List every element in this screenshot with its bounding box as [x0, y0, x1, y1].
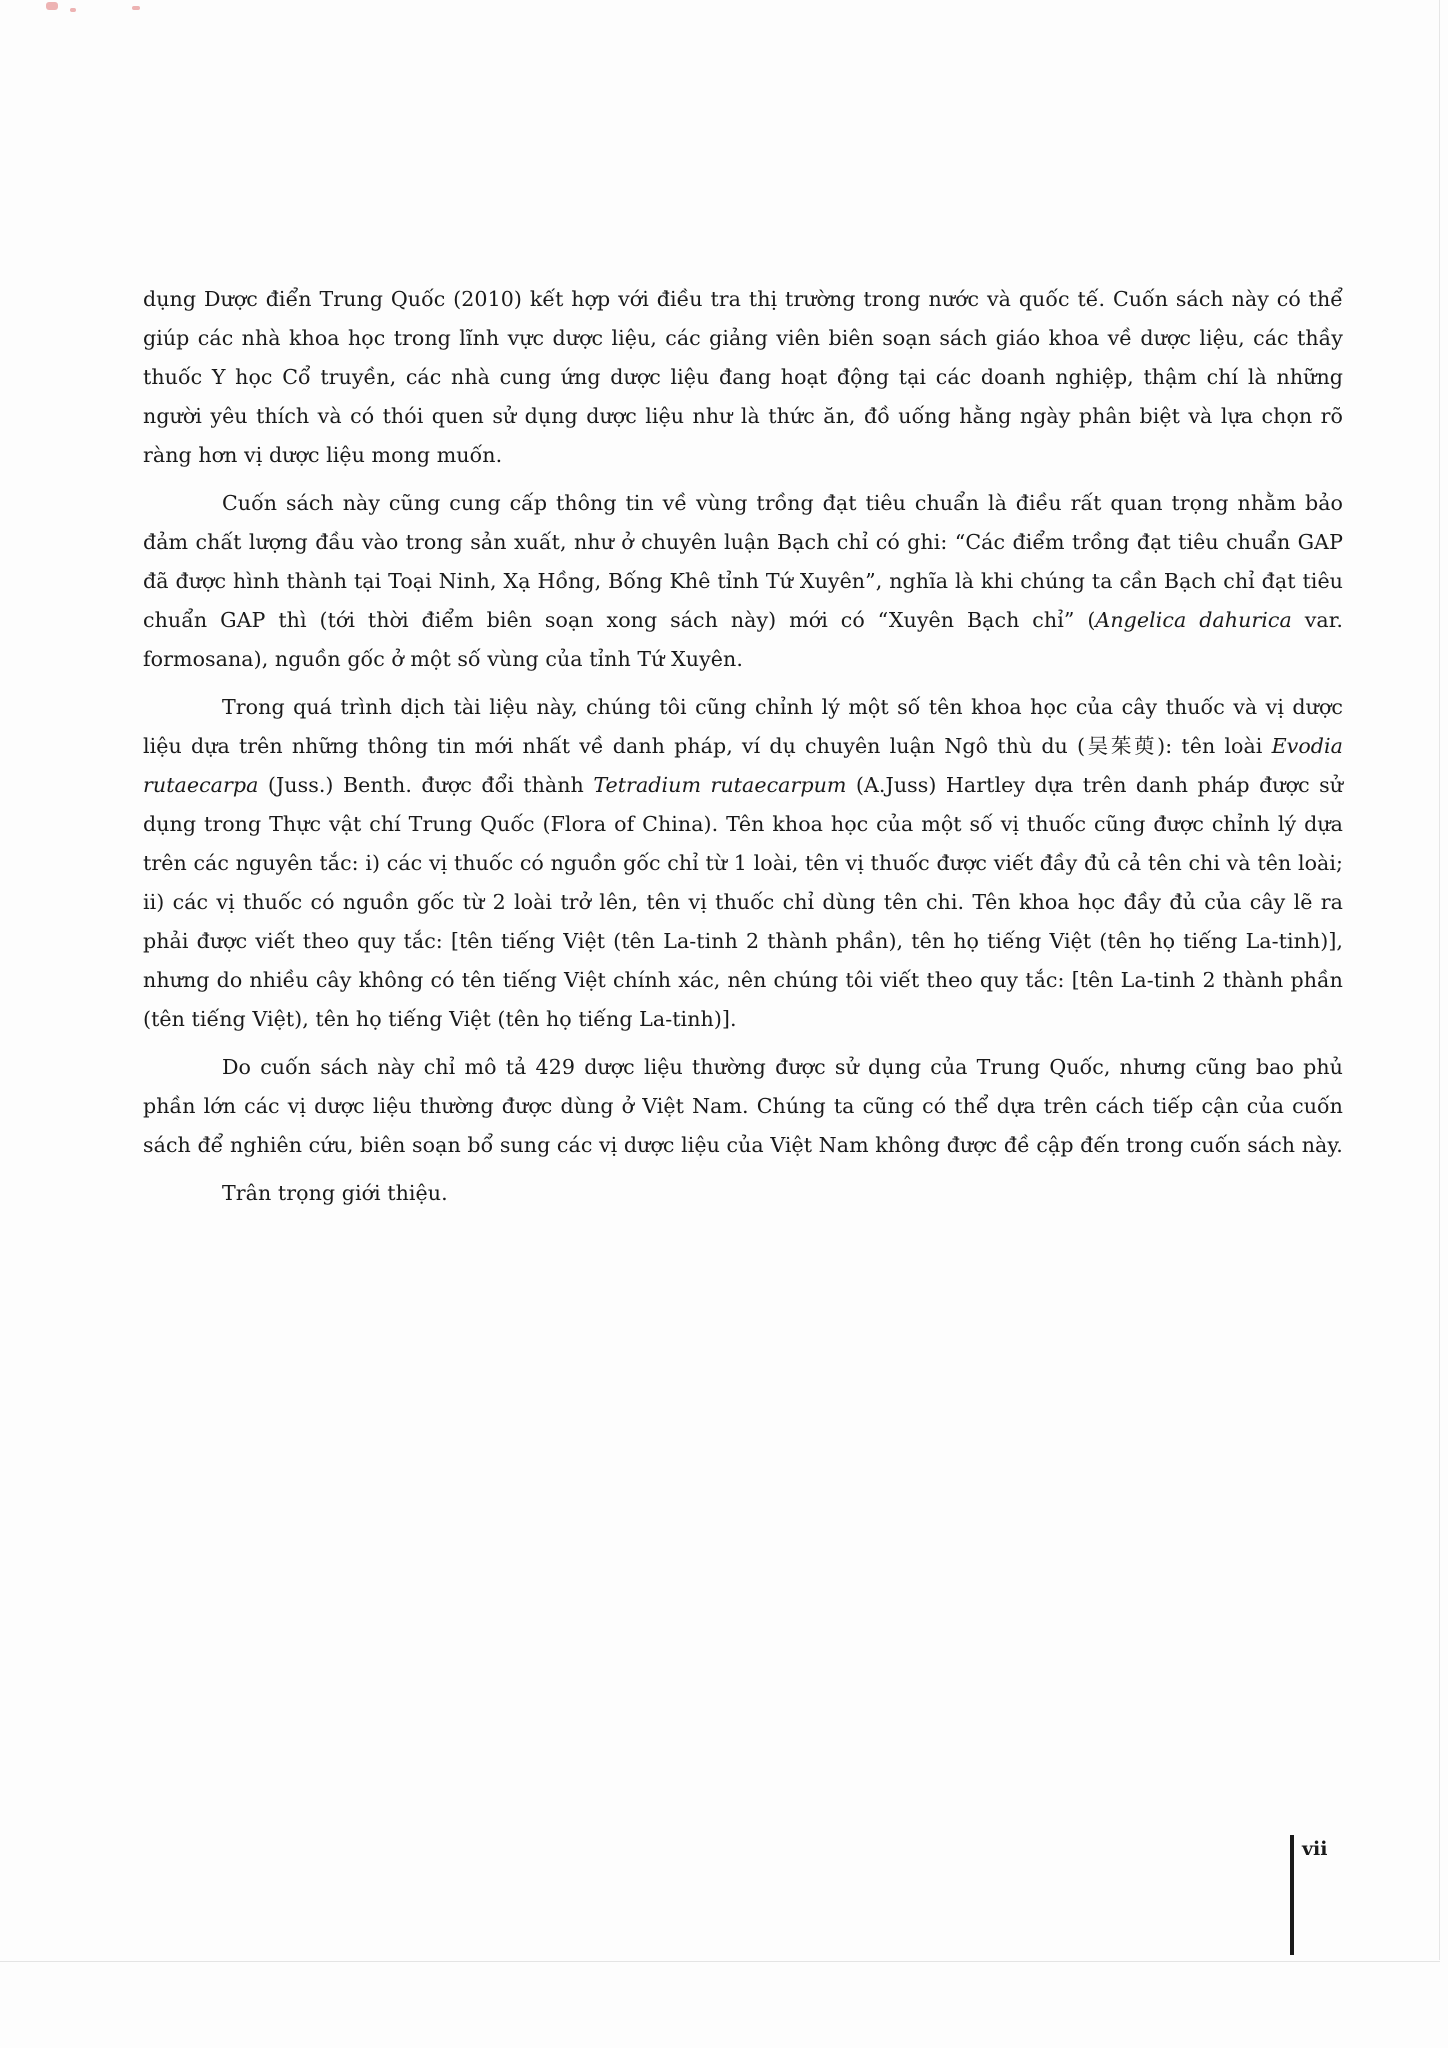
scan-artifact	[70, 8, 76, 12]
text-run: Trân trọng giới thiệu.	[222, 1181, 448, 1205]
paragraph	[143, 1048, 1343, 1165]
body-text	[143, 280, 1343, 1222]
paragraph	[143, 280, 1343, 475]
scan-artifact	[46, 2, 58, 10]
page-number: vii	[1302, 1838, 1328, 1860]
page-bottom-line	[0, 1961, 1440, 1962]
closing-line	[143, 1174, 1343, 1213]
text-run: Do cuốn sách này chỉ mô tả 429 dược liệu thường được sử dụng của Trung Quốc, nhưng cũng bao phủ phần lớn các vị dược liệu thường được dùng ở Việt Nam. Chúng ta cũng có thể dựa trên cách tiếp cận của cuốn sách để nghiên cứu, biên soạn bổ sung các vị dược liệu của Việt Nam không được đề cập đến trong cuốn sách này.	[143, 1055, 1343, 1157]
text-run: Cuốn sách này cũng cung cấp thông tin về vùng trồng đạt tiêu chuẩn là điều rất quan trọng nhằm bảo đảm chất lượng đầu vào trong sản xuất, như ở chuyên luận Bạch chỉ có ghi: “Các điểm trồng đạt tiêu chuẩn GAP đã được hình thành tại Toại Ninh, Xạ Hồng, Bống Khê tỉnh Tứ Xuyên”, nghĩa là khi chúng ta cần Bạch chỉ đạt tiêu chuẩn GAP thì (tới thời điểm biên soạn xong sách này) mới có “Xuyên Bạch chỉ” (	[143, 491, 1343, 632]
text-run: Trong quá trình dịch tài liệu này, chúng tôi cũng chỉnh lý một số tên khoa học của cây thuốc và vị dược liệu dựa trên những thông tin mới nhất về danh pháp, ví dụ chuyên luận Ngô thù du (吴茱萸): tên loài	[143, 695, 1343, 758]
text-run: (A.Juss) Hartley dựa trên danh pháp được sử dụng trong Thực vật chí Trung Quốc (Flora of China). Tên khoa học của một số vị thuốc cũng được chỉnh lý dựa trên các nguyên tắc: i) các vị thuốc có nguồn gốc chỉ từ 1 loài, tên vị thuốc được viết đầy đủ cả tên chi và tên loài; ii) các vị thuốc có nguồn gốc từ 2 loài trở lên, tên vị thuốc chỉ dùng tên chi. Tên khoa học đầy đủ của cây lẽ ra phải được viết theo quy tắc: [tên tiếng Việt (tên La-tinh 2 thành phần), tên họ tiếng Việt (tên họ tiếng La-tinh)], nhưng do nhiều cây không có tên tiếng Việt chính xác, nên chúng tôi viết theo quy tắc: [tên La-tinh 2 thành phần (tên tiếng Việt), tên họ tiếng Việt (tên họ tiếng La-tinh)].	[143, 773, 1344, 1031]
scientific-name: Evodia rutaecarpa	[143, 734, 1343, 797]
page-number-rule	[1290, 1835, 1294, 1955]
paragraph	[143, 484, 1343, 679]
text-run: (Juss.) Benth. được đổi thành	[258, 773, 594, 797]
page-edge-line	[1439, 0, 1440, 1960]
text-run: dụng Dược điển Trung Quốc (2010) kết hợp với điều tra thị trường trong nước và quốc tế. Cuốn sách này có thể giúp các nhà khoa học trong lĩnh vực dược liệu, các giảng viên biên soạn sách giáo khoa về dược liệu, các thầy thuốc Y học Cổ truyền, các nhà cung ứng dược liệu đang hoạt động tại các doanh nghiệp, thậm chí là những người yêu thích và có thói quen sử dụng dược liệu như là thức ăn, đồ uống hằng ngày phân biệt và lựa chọn rõ ràng hơn vị dược liệu mong muốn.	[143, 287, 1343, 467]
scientific-name: Tetradium rutaecarpum	[593, 773, 847, 797]
paragraph	[143, 688, 1343, 1039]
text-run: var. formosana), nguồn gốc ở một số vùng của tỉnh Tứ Xuyên.	[143, 608, 1343, 671]
scan-artifact	[132, 6, 140, 10]
scientific-name: Angelica dahurica	[1095, 608, 1292, 632]
